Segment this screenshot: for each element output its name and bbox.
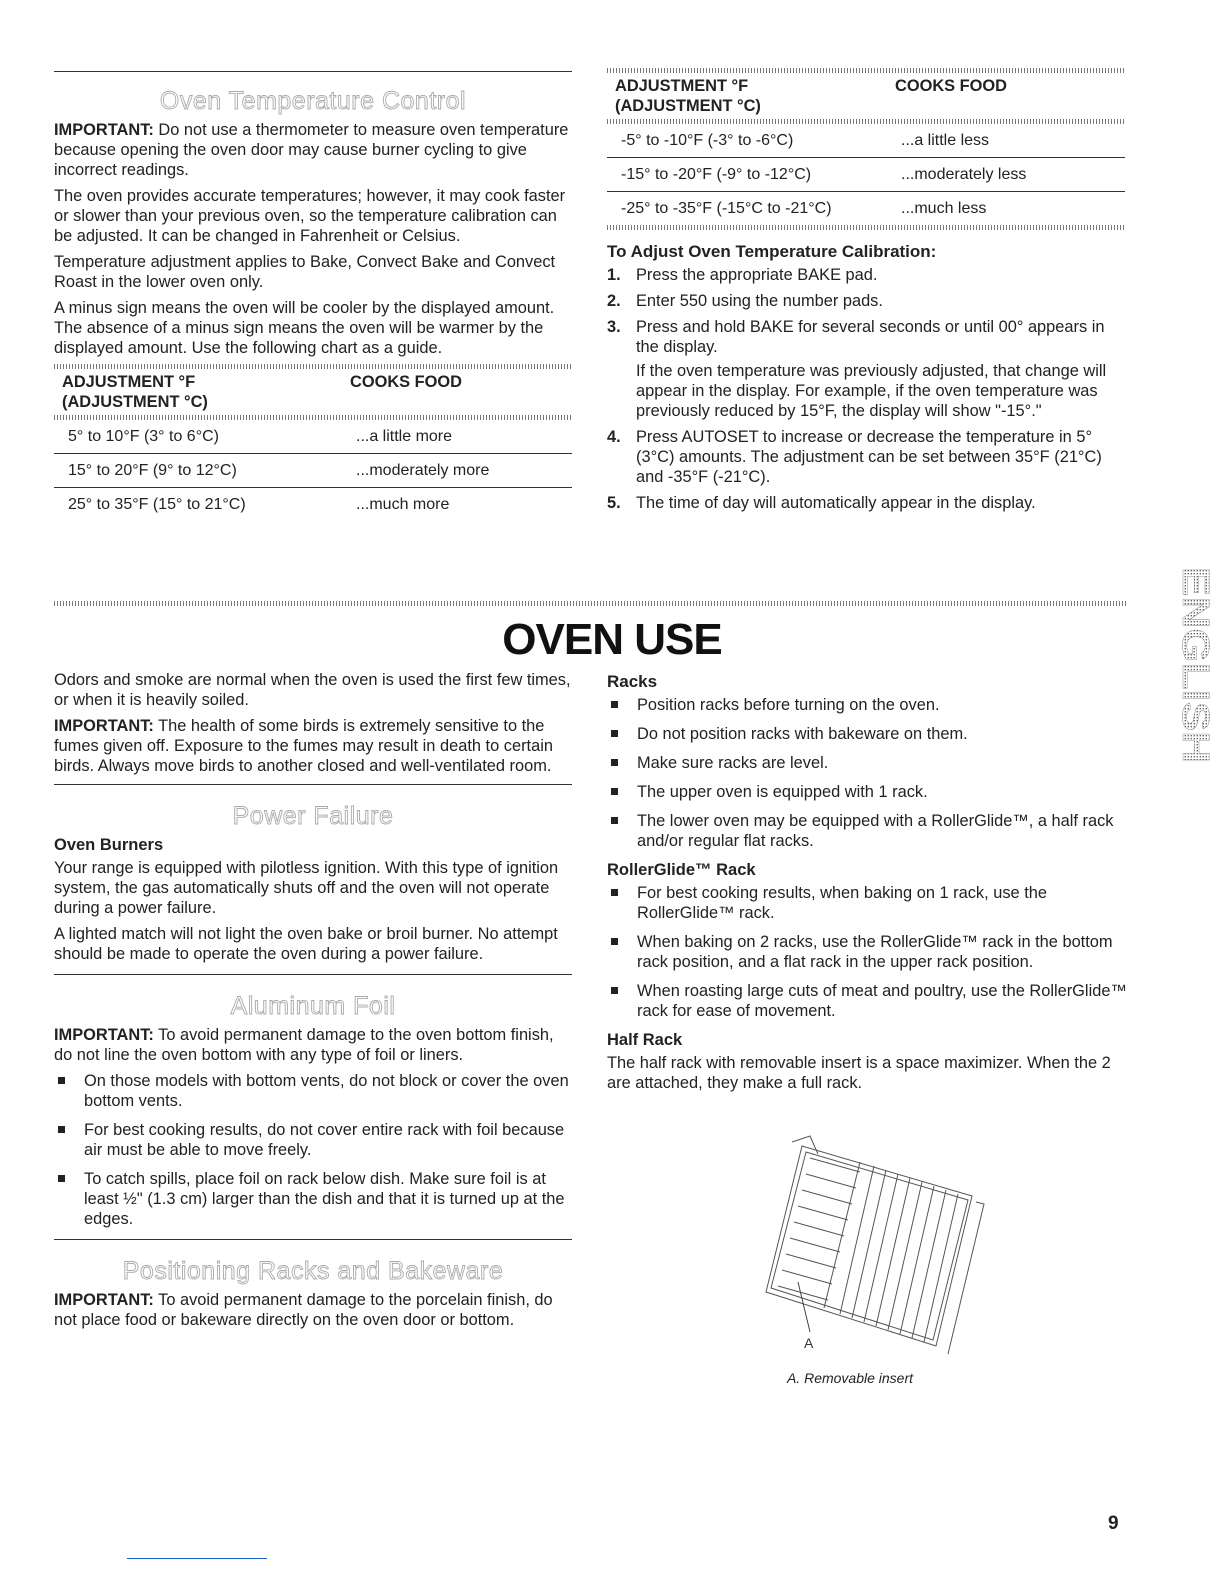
section-title-temp-control: Oven Temperature Control <box>159 87 467 115</box>
paragraph: A minus sign means the oven will be cooler by the displayed amount. The absence of a minus sign means the oven will be warmer by the displayed amount. Use the following chart as a guide. <box>54 299 555 357</box>
calibration-section <box>607 68 1125 519</box>
list-item: To catch spills, place foil on rack below dish. Make sure foil is at least ½" (1.3 cm) larger than the dish and that it is turned up at the edges. <box>54 1169 572 1229</box>
foil-bullets <box>54 1071 572 1229</box>
section-title-positioning: Positioning Racks and Bakeware <box>122 1257 504 1285</box>
rollerglide-heading: RollerGlide™ Rack <box>607 861 756 879</box>
section-rule <box>54 71 572 72</box>
oven-burners-heading: Oven Burners <box>54 836 164 854</box>
table-cell: -25° to -35°F (-15°C to -21°C) <box>621 200 832 217</box>
table-row <box>54 420 572 454</box>
table-header-cooks: COOKS FOOD <box>350 373 463 391</box>
list-item: The lower oven may be equipped with a RollerGlide™, a half rack and/or regular flat racks. <box>607 811 1127 851</box>
racks-section <box>607 670 1127 1099</box>
important-paragraph: IMPORTANT: To avoid permanent damage to the oven bottom finish, do not line the oven bottom with any type of foil or liners. <box>54 1026 554 1064</box>
rack-frame-inner <box>771 1152 968 1340</box>
table-header-adjustment: ADJUSTMENT °F (ADJUSTMENT °C) <box>615 77 761 115</box>
table-header-cooks: COOKS FOOD <box>895 77 1008 95</box>
section-rule <box>54 1239 572 1240</box>
half-rack-illustration <box>740 1132 1000 1362</box>
table-header-row <box>54 369 572 415</box>
page-title: OVEN USE <box>502 615 722 664</box>
important-paragraph: IMPORTANT: To avoid permanent damage to the porcelain finish, do not place food or bakeware directly on the oven door or bottom. <box>54 1291 553 1329</box>
list-item: 4. Press AUTOSET to increase or decrease the temperature in 5° (3°C) amounts. The adjustment can be set between 35°F (21°C) and -35°F (-21°C). <box>607 428 1102 486</box>
adjustment-table-more <box>54 369 572 521</box>
oven-use-left-column <box>54 670 572 1336</box>
list-item: 3. Press and hold BAKE for several seconds or until 00° appears in the display. If the oven temperature was previously adjusted, that change will appear in the display. For example, if the oven temperature was previously reduced by 15°F, the display will show "-15°." <box>607 317 1125 421</box>
table-cell: 15° to 20°F (9° to 12°C) <box>54 454 342 488</box>
table-row <box>54 454 572 488</box>
paragraph: The oven provides accurate temperatures; however, it may cook faster or slower than your previous oven, so the temperature calibration can be adjusted. It can be changed in Fahrenheit or Celsius. <box>54 187 566 245</box>
page-number: 9 <box>1108 1513 1119 1534</box>
paragraph: Your range is equipped with pilotless ignition. With this type of ignition system, the gas automatically shuts off and the oven will not operate during a power failure. <box>54 859 559 917</box>
callout-line <box>798 1282 810 1332</box>
step-note: If the oven temperature was previously adjusted, that change will appear in the display. For example, if the oven temperature was previously reduced by 15°F, the display will show "-15°." <box>636 362 1107 420</box>
paragraph: The half rack with removable insert is a space maximizer. When the 2 are attached, they make a full rack. <box>607 1054 1111 1092</box>
list-item: Position racks before turning on the oven. <box>607 695 1127 715</box>
table-header-row <box>607 73 1125 119</box>
side-tab-text: ENGLISH <box>1174 567 1216 736</box>
hatch-rule <box>607 225 1125 230</box>
list-item: 1. Press the appropriate BAKE pad. <box>607 266 878 284</box>
paragraph: A lighted match will not light the oven bake or broil burner. No attempt should be made to operate the oven during a power failure. <box>54 925 558 963</box>
paragraph: Temperature adjustment applies to Bake, Convect Bake and Convect Roast in the lower oven only. <box>54 253 556 291</box>
table-row <box>54 488 572 522</box>
important-label: IMPORTANT: <box>54 121 154 139</box>
section-rule <box>54 784 572 785</box>
table-cell: -5° to -10°F (-3° to -6°C) <box>607 124 887 158</box>
rack-rails <box>792 1136 984 1354</box>
list-item: On those models with bottom vents, do not block or cover the oven bottom vents. <box>54 1071 572 1111</box>
callout-label: A <box>804 1335 814 1351</box>
table-cell: ...a little less <box>887 124 1125 158</box>
table-cell: ...moderately less <box>887 158 1125 192</box>
list-item: When baking on 2 racks, use the RollerGlide™ rack in the bottom rack position, and a flat rack in the upper rack position. <box>607 932 1127 972</box>
table-cell: ...moderately more <box>342 454 572 488</box>
list-item: The upper oven is equipped with 1 rack. <box>607 782 1127 802</box>
section-title-aluminum-foil: Aluminum Foil <box>230 992 396 1020</box>
section-rule <box>54 974 572 975</box>
table-cell: 5° to 10°F (3° to 6°C) <box>54 420 342 454</box>
adjustment-table-less <box>607 73 1125 225</box>
important-paragraph: IMPORTANT: The health of some birds is extremely sensitive to the fumes given off. Exposure to the fumes may result in death to certain birds. Always move birds to another closed and well-ventilated room. <box>54 717 553 775</box>
section-title-power-failure: Power Failure <box>232 802 394 830</box>
list-item: 5. The time of day will automatically appear in the display. <box>607 494 1036 512</box>
list-item: For best cooking results, do not cover entire rack with foil because air must be able to move freely. <box>54 1120 572 1160</box>
important-paragraph <box>54 120 572 180</box>
paragraph: Odors and smoke are normal when the oven is used the first few times, or when it is heavily soiled. <box>54 671 571 709</box>
list-item: When roasting large cuts of meat and poultry, use the RollerGlide™ rack for ease of movement. <box>607 981 1127 1021</box>
language-side-tab <box>1153 567 1216 765</box>
list-item: For best cooking results, when baking on 1 rack, use the RollerGlide™ rack. <box>607 883 1127 923</box>
list-item: Do not position racks with bakeware on them. <box>607 724 1127 744</box>
calibration-heading: To Adjust Oven Temperature Calibration: <box>607 242 937 261</box>
table-row <box>607 158 1125 192</box>
racks-heading: Racks <box>607 672 658 691</box>
half-rack-heading: Half Rack <box>607 1031 683 1049</box>
table-row <box>607 192 1125 226</box>
table-cell: ...a little more <box>342 420 572 454</box>
table-cell: -15° to -20°F (-9° to -12°C) <box>607 158 887 192</box>
table-header-adjustment: ADJUSTMENT °F (ADJUSTMENT °C) <box>62 373 208 411</box>
list-item: 2. Enter 550 using the number pads. <box>607 292 883 310</box>
table-cell: 25° to 35°F (15° to 21°C) <box>68 496 246 513</box>
table-row <box>607 124 1125 158</box>
table-cell: ...much more <box>356 496 450 513</box>
list-item: Make sure racks are level. <box>607 753 1127 773</box>
temp-control-section <box>54 71 572 521</box>
calibration-steps <box>607 265 1125 513</box>
racks-bullets <box>607 695 1127 851</box>
hatch-rule <box>54 601 1127 606</box>
rollerglide-bullets <box>607 883 1127 1021</box>
important-text: Do not use a thermometer to measure oven temperature because opening the oven door may cause burner cycling to give incorrect readings. <box>54 121 569 179</box>
table-cell: ...much less <box>901 200 987 217</box>
bottom-rule <box>127 1558 267 1559</box>
figure-caption: A. Removable insert <box>786 1370 914 1386</box>
